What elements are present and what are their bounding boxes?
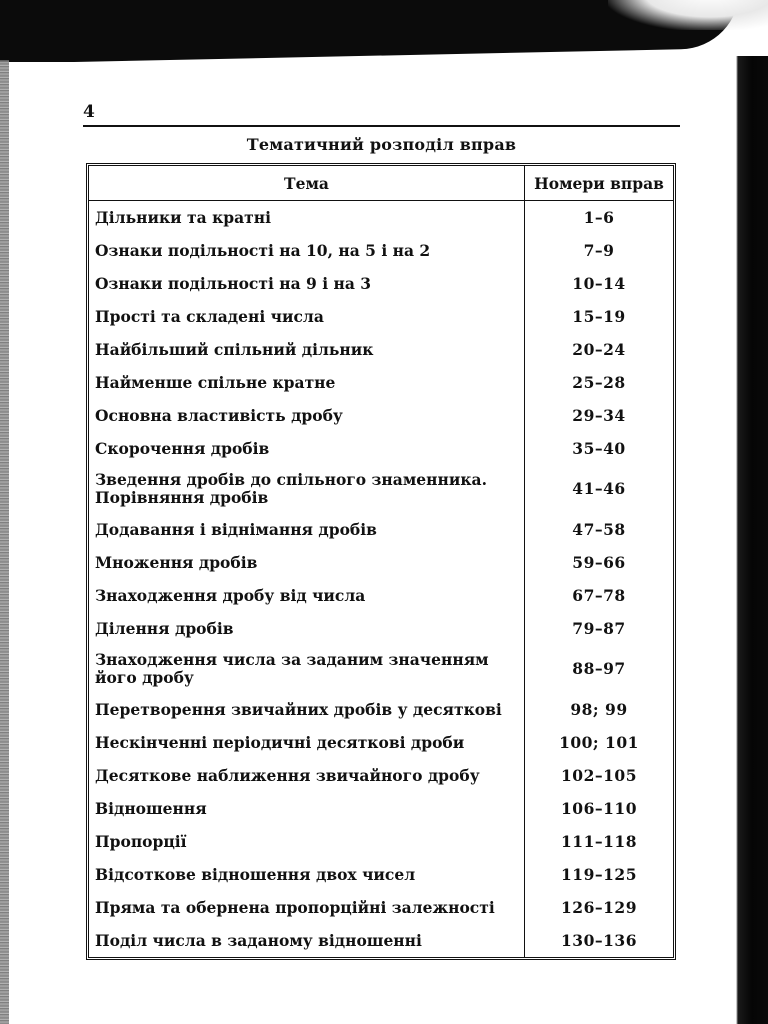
topic-cell <box>89 693 525 726</box>
topic-line: Пряма та обернена пропорційні залежності <box>95 897 495 917</box>
scan-edge-left <box>0 60 9 1024</box>
table-row <box>89 693 673 726</box>
topic-cell <box>89 891 525 924</box>
topic-line: Скорочення дробів <box>95 438 270 458</box>
header-rule <box>83 125 680 127</box>
topic-line: Знаходження числа за заданим значенням <box>95 650 489 669</box>
topic-line: Перетворення звичайних дробів у десяткові <box>95 699 502 719</box>
topic-line: Нескінченні періодичні десяткові дроби <box>95 732 465 752</box>
table-header-row <box>89 166 673 201</box>
table-row <box>89 399 673 432</box>
topics-table-frame <box>86 163 676 960</box>
table-row <box>89 300 673 333</box>
topic-line: Додавання і віднімання дробів <box>95 519 377 539</box>
exercise-range-cell: 98; 99 <box>570 699 628 719</box>
table-row <box>89 201 673 235</box>
exercise-range-cell: 7–9 <box>583 240 615 260</box>
topic-line: Ознаки подільності на 9 і на 3 <box>95 273 372 293</box>
table-row <box>89 267 673 300</box>
exercise-range-cell: 29–34 <box>572 405 626 425</box>
topic-cell <box>89 234 525 267</box>
table-row <box>89 432 673 465</box>
exercise-range-cell: 88–97 <box>572 659 626 678</box>
column-header-numbers: Номери вправ <box>525 166 674 201</box>
topic-line: Прості та складені числа <box>95 306 324 326</box>
scan-edge-right <box>722 56 768 1024</box>
topic-cell <box>89 546 525 579</box>
table-row <box>89 792 673 825</box>
topic-cell <box>89 513 525 546</box>
table-row <box>89 891 673 924</box>
page-title: Тематичний розподіл вправ <box>246 135 517 154</box>
exercise-range-cell: 20–24 <box>572 339 626 359</box>
topic-line: Порівняння дробів <box>95 488 269 507</box>
topic-line: його дробу <box>95 668 194 687</box>
topic-cell <box>89 333 525 366</box>
table-row <box>89 366 673 399</box>
topic-line: Відношення <box>95 798 207 818</box>
topic-cell <box>89 432 525 465</box>
table-row <box>89 333 673 366</box>
exercise-range-cell: 106–110 <box>561 798 637 818</box>
scan-glare <box>608 0 768 30</box>
topic-cell <box>89 858 525 891</box>
topics-table <box>89 166 673 957</box>
page-number: 4 <box>83 102 95 122</box>
topic-cell <box>89 366 525 399</box>
table-row <box>89 579 673 612</box>
topic-cell <box>89 924 525 957</box>
exercise-range-cell: 130–136 <box>561 930 637 950</box>
scan-shadow-top <box>0 0 768 62</box>
topic-line: Дільники та кратні <box>95 207 272 227</box>
topic-cell <box>89 612 525 645</box>
topic-line: Відсоткове відношення двох чисел <box>95 864 416 884</box>
exercise-range-cell: 35–40 <box>572 438 626 458</box>
exercise-range-cell: 47–58 <box>572 519 626 539</box>
exercise-range-cell: 79–87 <box>572 618 626 638</box>
topic-line: Множення дробів <box>95 552 258 572</box>
topic-cell <box>89 267 525 300</box>
topic-line: Десяткове наближення звичайного дробу <box>95 765 480 785</box>
table-body <box>89 201 673 958</box>
topic-cell <box>89 759 525 792</box>
topic-line: Ділення дробів <box>95 618 234 638</box>
exercise-range-cell: 102–105 <box>561 765 637 785</box>
topic-line: Пропорції <box>95 831 187 851</box>
exercise-range-cell: 1–6 <box>583 207 615 227</box>
table-row <box>89 858 673 891</box>
exercise-range-cell: 41–46 <box>572 479 626 498</box>
table-row <box>89 759 673 792</box>
topic-cell <box>89 726 525 759</box>
exercise-range-cell: 100; 101 <box>559 732 639 752</box>
topic-line: Найменше спільне кратне <box>95 372 336 392</box>
table-row <box>89 645 673 693</box>
table-row <box>89 234 673 267</box>
topic-cell <box>89 399 525 432</box>
topic-line: Основна властивість дробу <box>95 405 343 425</box>
exercise-range-cell: 10–14 <box>572 273 626 293</box>
topic-line: Найбільший спільний дільник <box>95 339 374 359</box>
exercise-range-cell: 126–129 <box>561 897 637 917</box>
topic-line: Зведення дробів до спільного знаменника. <box>95 470 487 489</box>
topic-cell <box>89 645 525 693</box>
table-row <box>89 726 673 759</box>
table-row <box>89 513 673 546</box>
exercise-range-cell: 59–66 <box>572 552 626 572</box>
topic-cell <box>89 300 525 333</box>
table-row <box>89 465 673 513</box>
topic-cell <box>89 579 525 612</box>
table-row <box>89 546 673 579</box>
topic-cell <box>89 465 525 513</box>
exercise-range-cell: 15–19 <box>572 306 626 326</box>
exercise-range-cell: 111–118 <box>561 831 637 851</box>
topic-cell <box>89 825 525 858</box>
table-row <box>89 612 673 645</box>
exercise-range-cell: 67–78 <box>572 585 626 605</box>
exercise-range-cell: 119–125 <box>561 864 637 884</box>
table-row <box>89 924 673 957</box>
column-header-topic: Тема <box>89 166 525 201</box>
exercise-range-cell: 25–28 <box>572 372 626 392</box>
table-row <box>89 825 673 858</box>
topic-line: Поділ числа в заданому відношенні <box>95 930 422 950</box>
topic-cell <box>89 792 525 825</box>
topic-line: Знаходження дробу від числа <box>95 585 366 605</box>
topic-cell <box>89 201 525 235</box>
topic-line: Ознаки подільності на 10, на 5 і на 2 <box>95 240 431 260</box>
